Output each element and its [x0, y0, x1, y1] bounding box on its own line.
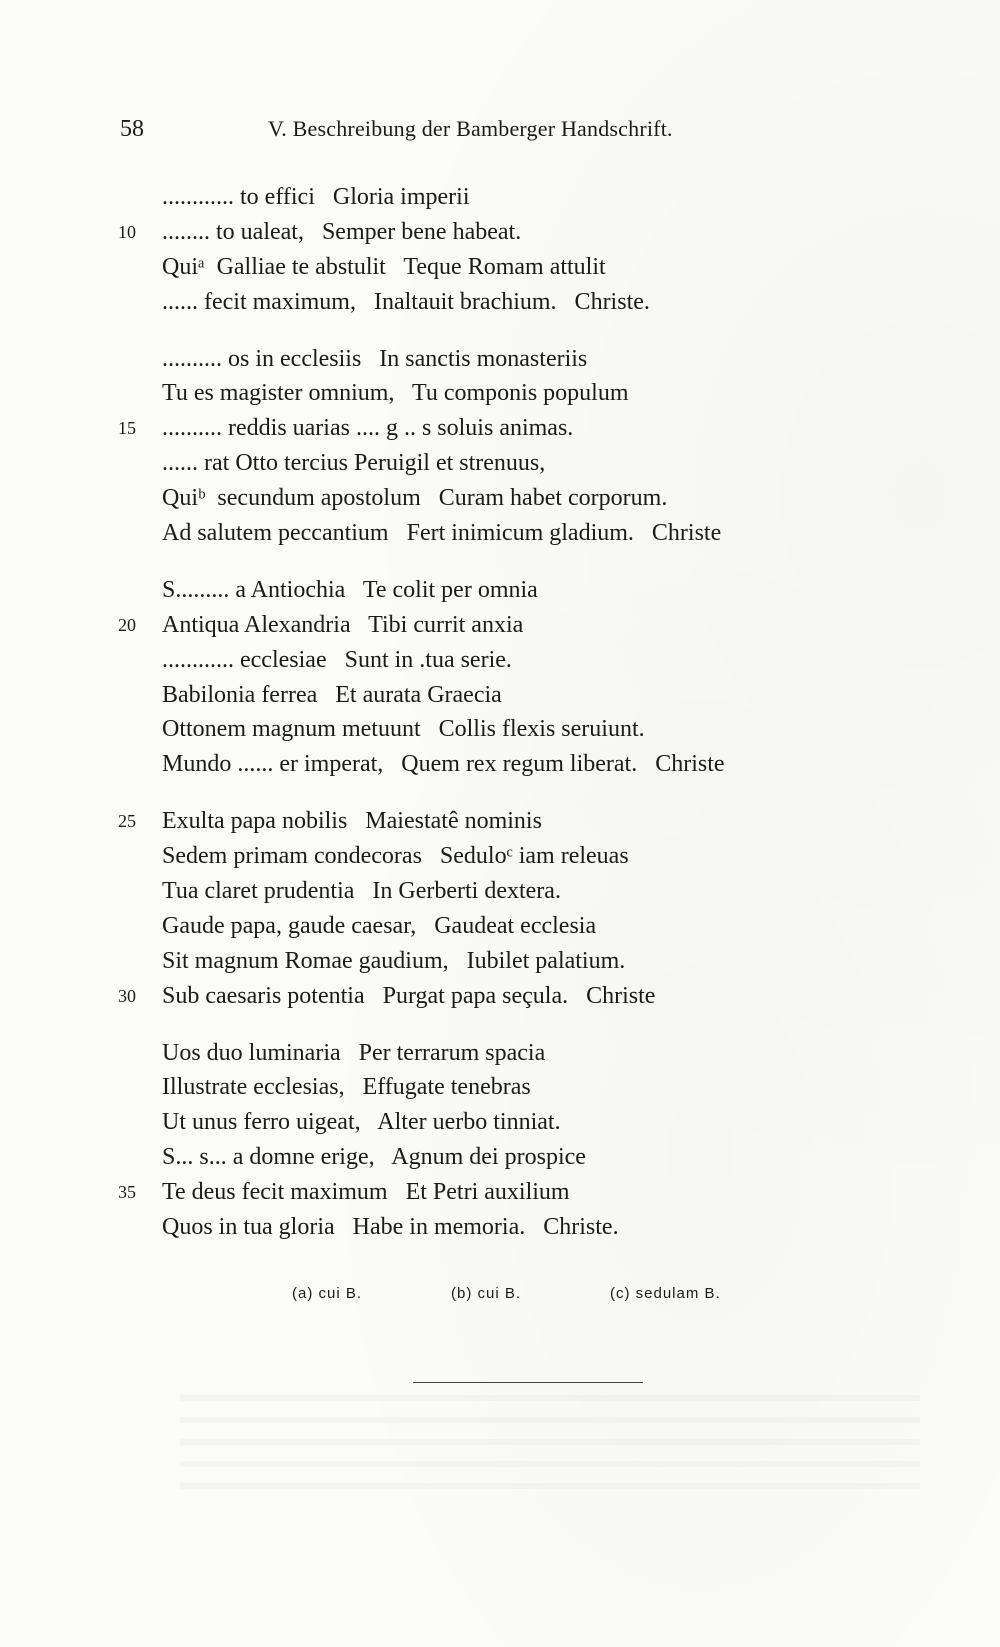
- verse-line: [0, 1105, 1000, 1140]
- verse-line: [0, 712, 1000, 747]
- verse-line: [0, 446, 1000, 481]
- verse-text: S......... a Antiochia Te colit per omnia: [162, 576, 538, 603]
- verse-text: ...... fecit maximum, Inaltauit brachium. Christe.: [162, 288, 650, 315]
- verse-line: [0, 747, 1000, 782]
- stanza: [0, 804, 1000, 1013]
- verse-line: [0, 874, 1000, 909]
- verse-text: Illustrate ecclesias, Effugate tenebras: [162, 1074, 531, 1101]
- stanza: [0, 180, 1000, 320]
- verse-text: Exulta papa nobilis Maiestatê nominis: [162, 808, 542, 835]
- verse-line: [0, 1140, 1000, 1175]
- verse-text: Sit magnum Romae gaudium, Iubilet palatium.: [162, 947, 626, 974]
- verse-line: [0, 944, 1000, 979]
- verse-text: Ad salutem peccantium Fert inimicum gladium. Christe: [162, 520, 722, 547]
- verse-line: [0, 804, 1000, 839]
- verse-line: [0, 376, 1000, 411]
- verse-line: [0, 342, 1000, 377]
- verse-text: S... s... a domne erige, Agnum dei prospice: [162, 1144, 586, 1171]
- line-number: 15: [118, 418, 136, 439]
- verse-line: [0, 839, 1000, 874]
- line-number: 30: [118, 985, 136, 1006]
- verse-text: Te deus fecit maximum Et Petri auxilium: [162, 1179, 570, 1206]
- stanza: [0, 573, 1000, 782]
- bleed-through-texture: [180, 1395, 920, 1495]
- verse-line: [0, 481, 1000, 516]
- verse-text: Gaude papa, gaude caesar, Gaudeat ecclesia: [162, 912, 597, 939]
- stanza: [0, 342, 1000, 551]
- verse-line: [0, 909, 1000, 944]
- line-number: 25: [118, 811, 136, 832]
- verse-text: Antiqua Alexandria Tibi currit anxia: [162, 611, 524, 638]
- verse-text: Quiᵇ secundum apostolum Curam habet corporum.: [162, 485, 668, 512]
- verse-text: Babilonia ferrea Et aurata Graecia: [162, 681, 502, 708]
- stanza: [0, 1036, 1000, 1245]
- verse-text: ........ to ualeat, Semper bene habeat.: [162, 218, 522, 245]
- verse-text: Quos in tua gloria Habe in memoria. Christe.: [162, 1214, 619, 1241]
- footnote-b: (b) cui B.: [451, 1285, 522, 1302]
- poem-body: [0, 180, 1000, 1267]
- verse-text: ...... rat Otto tercius Peruigil et strenuus,: [162, 450, 546, 477]
- verse-line: [0, 215, 1000, 250]
- verse-text: Mundo ...... er imperat, Quem rex regum liberat. Christe: [162, 751, 725, 778]
- verse-text: ............ to effici Gloria imperii: [162, 184, 470, 210]
- verse-text: .......... reddis uarias .... g .. s soluis animas.: [162, 415, 574, 442]
- running-title: V. Beschreibung der Bamberger Handschrift.: [268, 116, 673, 141]
- page-header: [0, 116, 1000, 156]
- verse-text: Uos duo luminaria Per terrarum spacia: [162, 1039, 546, 1066]
- line-number: 35: [118, 1182, 136, 1203]
- verse-text: Ottonem magnum metuunt Collis flexis seruiunt.: [162, 716, 645, 743]
- verse-line: [0, 608, 1000, 643]
- verse-line: [0, 285, 1000, 320]
- verse-text: Quiᵃ Galliae te abstulit Teque Romam attulit: [162, 253, 606, 280]
- separator-rule: [413, 1382, 643, 1383]
- verse-text: Ut unus ferro uigeat, Alter uerbo tinniat.: [162, 1109, 561, 1136]
- verse-text: Tua claret prudentia In Gerberti dextera.: [162, 878, 561, 905]
- verse-text: ............ ecclesiae Sunt in .tua serie.: [162, 646, 512, 673]
- verse-line: [0, 979, 1000, 1014]
- verse-line: [0, 180, 1000, 215]
- line-number: 10: [118, 221, 136, 242]
- verse-text: Tu es magister omnium, Tu componis populum: [162, 380, 629, 407]
- verse-text: .......... os in ecclesiis In sanctis monasteriis: [162, 345, 588, 372]
- verse-line: [0, 643, 1000, 678]
- verse-line: [0, 250, 1000, 285]
- verse-line: [0, 411, 1000, 446]
- verse-text: Sub caesaris potentia Purgat papa seçula. Christe: [162, 982, 656, 1009]
- verse-text: Sedem primam condecoras Seduloᶜ iam releuas: [162, 843, 629, 870]
- line-number: 20: [118, 614, 136, 635]
- verse-line: [0, 1070, 1000, 1105]
- verse-line: [0, 1175, 1000, 1210]
- verse-line: [0, 516, 1000, 551]
- footnote-a: (a) cui B.: [292, 1285, 363, 1302]
- verse-line: [0, 1210, 1000, 1245]
- footnote-c: (c) sedulam B.: [610, 1285, 721, 1302]
- verse-line: [0, 1036, 1000, 1071]
- page-number: 58: [120, 116, 144, 142]
- verse-line: [0, 573, 1000, 608]
- verse-line: [0, 678, 1000, 713]
